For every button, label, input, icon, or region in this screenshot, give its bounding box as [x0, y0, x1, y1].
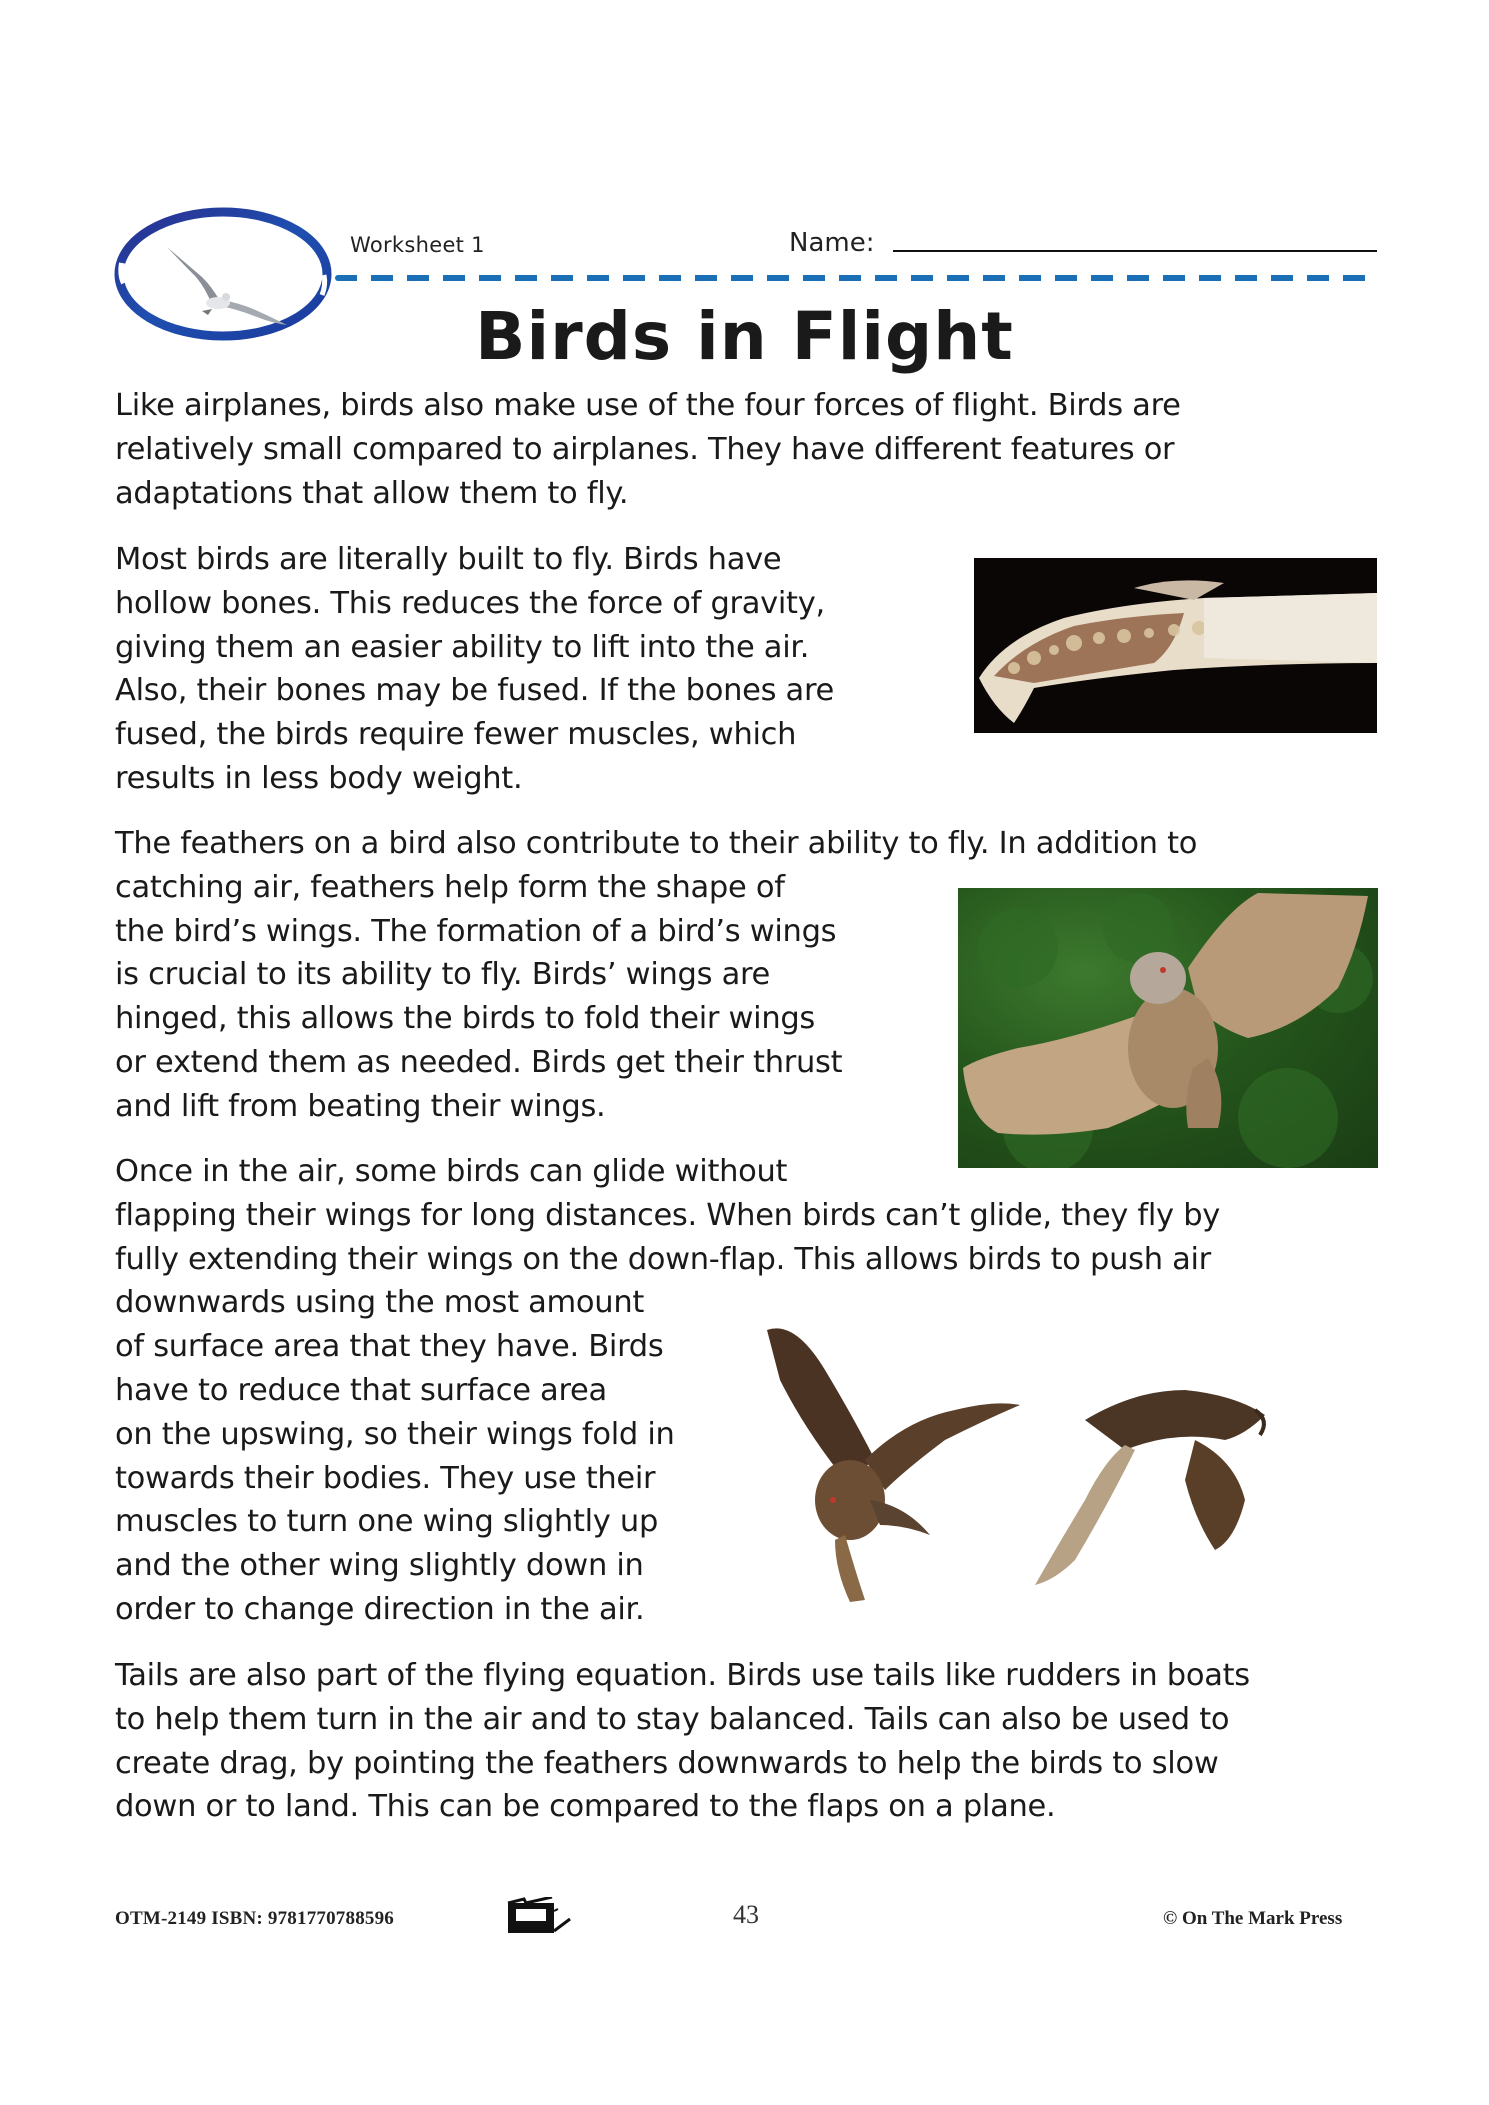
text-line: to help them turn in the air and to stay balanced. Tails can also be used to: [115, 1701, 1230, 1737]
text-line: The feathers on a bird also contribute to their ability to fly. In addition to: [115, 826, 1198, 861]
name-label: Name:: [789, 228, 875, 258]
text-line: hollow bones. This reduces the force of gravity,: [115, 585, 825, 621]
text-line: relatively small compared to airplanes. They have different features or: [115, 431, 1175, 467]
paragraph-tails: [115, 1654, 1250, 1829]
dashed-divider: [335, 275, 1377, 281]
text-line: results in less body weight.: [115, 760, 523, 796]
text-line: adaptations that allow them to fly.: [115, 475, 629, 511]
text-line: muscles to turn one wing slightly up: [115, 1504, 659, 1540]
text-line: of surface area that they have. Birds: [115, 1329, 664, 1365]
text-line: Tails are also part of the flying equation. Birds use tails like rudders in boats: [115, 1658, 1250, 1693]
paragraph-bones: [115, 538, 834, 801]
text-line: and lift from beating their wings.: [115, 1088, 606, 1124]
photocopier-icon: [506, 1897, 576, 1933]
text-line: order to change direction in the air.: [115, 1591, 645, 1627]
text-line: the bird’s wings. The formation of a bird’s wings: [115, 913, 837, 949]
text-line: Like airplanes, birds also make use of the four forces of flight. Birds are: [115, 388, 1181, 423]
copyright: © On The Mark Press: [1163, 1908, 1343, 1929]
text-line: Most birds are literally built to fly. Birds have: [115, 542, 782, 577]
text-line: create drag, by pointing the feathers downwards to help the birds to slow: [115, 1745, 1219, 1781]
text-line: is crucial to its ability to fly. Birds’ wings are: [115, 957, 770, 993]
text-line: downwards using the most amount: [115, 1285, 645, 1321]
owl-wings-spread-image: [958, 888, 1378, 1168]
text-line: or extend them as needed. Birds get their thrust: [115, 1044, 843, 1080]
text-line: Once in the air, some birds can glide without: [115, 1154, 788, 1189]
text-line: flapping their wings for long distances. When birds can’t glide, they fly by: [115, 1197, 1221, 1233]
worksheet-label: Worksheet 1: [350, 233, 485, 257]
text-line: and the other wing slightly down in: [115, 1548, 644, 1584]
text-line: hinged, this allows the birds to fold their wings: [115, 1001, 816, 1037]
text-line: fused, the birds require fewer muscles, which: [115, 717, 797, 753]
hollow-bone-image: [974, 558, 1377, 733]
page-title: Birds in Flight: [475, 298, 1014, 375]
paragraph-intro: [115, 384, 1181, 515]
text-line: fully extending their wings on the down-flap. This allows birds to push air: [115, 1241, 1211, 1277]
owls-in-flight-image: [755, 1310, 1345, 1610]
text-line: have to reduce that surface area: [115, 1372, 607, 1408]
text-line: on the upswing, so their wings fold in: [115, 1416, 675, 1452]
footer-code-isbn: OTM-2149 ISBN: 9781770788596: [115, 1908, 394, 1929]
text-line: Also, their bones may be fused. If the bones are: [115, 673, 834, 709]
page-number: 43: [733, 1900, 759, 1929]
text-line: giving them an easier ability to lift into the air.: [115, 629, 810, 665]
text-line: catching air, feathers help form the shape of: [115, 869, 785, 905]
text-line: towards their bodies. They use their: [115, 1460, 656, 1496]
name-input-line[interactable]: [893, 250, 1377, 252]
text-line: down or to land. This can be compared to the flaps on a plane.: [115, 1789, 1056, 1825]
